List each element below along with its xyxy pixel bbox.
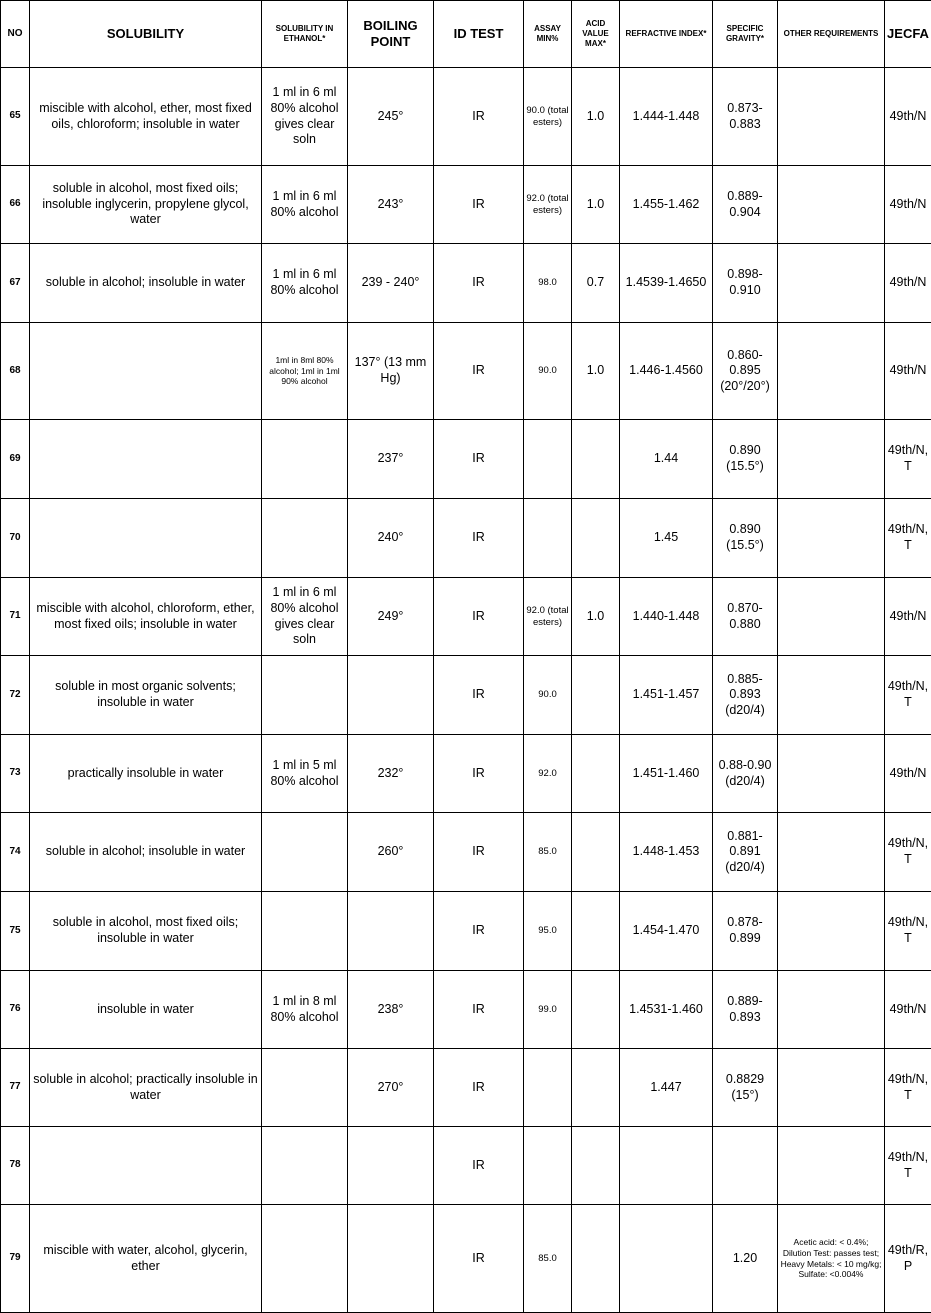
cell-acid-value — [572, 656, 620, 735]
cell-assay: 85.0 — [524, 1205, 572, 1313]
header-other-requirements: OTHER REQUIREMENTS — [778, 1, 885, 68]
cell-no: 71 — [1, 578, 30, 656]
cell-jecfa: 49th/N — [885, 68, 931, 166]
cell-jecfa: 49th/N,T — [885, 656, 931, 735]
table-row — [1, 1127, 931, 1205]
cell-no: 73 — [1, 735, 30, 813]
cell-assay: 85.0 — [524, 813, 572, 892]
table-row — [1, 656, 931, 735]
cell-no: 75 — [1, 892, 30, 971]
cell-assay: 95.0 — [524, 892, 572, 971]
cell-acid-value — [572, 499, 620, 578]
cell-specific-gravity: 0.890 (15.5°) — [713, 420, 778, 499]
table-row — [1, 892, 931, 971]
cell-refractive-index: 1.451-1.460 — [620, 735, 713, 813]
cell-boiling-point: 260° — [348, 813, 434, 892]
table-row — [1, 420, 931, 499]
cell-ethanol: 1 ml in 6 ml 80% alcohol gives clear soln — [262, 68, 348, 166]
cell-solubility — [30, 420, 262, 499]
cell-other — [778, 244, 885, 323]
table-row — [1, 735, 931, 813]
cell-specific-gravity: 0.88-0.90 (d20/4) — [713, 735, 778, 813]
cell-acid-value — [572, 735, 620, 813]
cell-refractive-index: 1.446-1.4560 — [620, 323, 713, 420]
cell-jecfa: 49th/N,T — [885, 892, 931, 971]
header-id-test: ID TEST — [434, 1, 524, 68]
cell-ethanol — [262, 420, 348, 499]
cell-refractive-index: 1.444-1.448 — [620, 68, 713, 166]
cell-id-test: IR — [434, 68, 524, 166]
cell-acid-value: 1.0 — [572, 578, 620, 656]
cell-other — [778, 166, 885, 244]
cell-specific-gravity: 0.8829 (15°) — [713, 1049, 778, 1127]
cell-ethanol: 1 ml in 6 ml 80% alcohol gives clear soln — [262, 578, 348, 656]
cell-no: 67 — [1, 244, 30, 323]
cell-refractive-index: 1.454-1.470 — [620, 892, 713, 971]
cell-specific-gravity: 0.898-0.910 — [713, 244, 778, 323]
cell-other — [778, 892, 885, 971]
cell-no: 72 — [1, 656, 30, 735]
header-row — [1, 1, 931, 68]
cell-other — [778, 68, 885, 166]
cell-jecfa: 49th/N — [885, 244, 931, 323]
cell-solubility: practically insoluble in water — [30, 735, 262, 813]
cell-solubility: soluble in alcohol; insoluble in water — [30, 244, 262, 323]
cell-ethanol — [262, 1049, 348, 1127]
cell-no: 74 — [1, 813, 30, 892]
cell-refractive-index: 1.4531-1.460 — [620, 971, 713, 1049]
cell-no: 69 — [1, 420, 30, 499]
cell-solubility: soluble in most organic solvents; insoluble in water — [30, 656, 262, 735]
cell-no: 68 — [1, 323, 30, 420]
cell-assay: 90.0 (total esters) — [524, 68, 572, 166]
cell-solubility: miscible with alcohol, ether, most fixed oils, chloroform; insoluble in water — [30, 68, 262, 166]
header-jecfa: JECFA — [885, 1, 931, 68]
cell-solubility: insoluble in water — [30, 971, 262, 1049]
cell-id-test: IR — [434, 578, 524, 656]
table-row — [1, 578, 931, 656]
cell-assay: 90.0 — [524, 656, 572, 735]
cell-other — [778, 1049, 885, 1127]
header-acid-value: ACID VALUE MAX* — [572, 1, 620, 68]
cell-refractive-index: 1.45 — [620, 499, 713, 578]
cell-other: Acetic acid: < 0.4%; Dilution Test: passes test; Heavy Metals: < 10 mg/kg; Sulfate: <0.004% — [778, 1205, 885, 1313]
table-row — [1, 971, 931, 1049]
header-boiling-point: BOILING POINT — [348, 1, 434, 68]
cell-refractive-index: 1.448-1.453 — [620, 813, 713, 892]
cell-no: 65 — [1, 68, 30, 166]
cell-assay: 98.0 — [524, 244, 572, 323]
cell-id-test: IR — [434, 1127, 524, 1205]
cell-ethanol — [262, 499, 348, 578]
cell-specific-gravity: 0.885-0.893 (d20/4) — [713, 656, 778, 735]
cell-solubility: soluble in alcohol, most fixed oils; insoluble in water — [30, 892, 262, 971]
cell-refractive-index: 1.4539-1.4650 — [620, 244, 713, 323]
cell-boiling-point — [348, 656, 434, 735]
cell-refractive-index: 1.447 — [620, 1049, 713, 1127]
cell-other — [778, 1127, 885, 1205]
cell-boiling-point: 249° — [348, 578, 434, 656]
cell-refractive-index: 1.455-1.462 — [620, 166, 713, 244]
header-assay: ASSAY MIN% — [524, 1, 572, 68]
cell-assay: 92.0 (total esters) — [524, 578, 572, 656]
cell-id-test: IR — [434, 735, 524, 813]
cell-specific-gravity: 0.881-0.891 (d20/4) — [713, 813, 778, 892]
cell-other — [778, 656, 885, 735]
cell-assay — [524, 499, 572, 578]
cell-ethanol: 1 ml in 5 ml 80% alcohol — [262, 735, 348, 813]
cell-jecfa: 49th/N,T — [885, 499, 931, 578]
cell-acid-value — [572, 420, 620, 499]
cell-boiling-point: 243° — [348, 166, 434, 244]
cell-jecfa: 49th/N — [885, 578, 931, 656]
table-row — [1, 813, 931, 892]
cell-acid-value — [572, 1205, 620, 1313]
cell-jecfa: 49th/N — [885, 971, 931, 1049]
cell-ethanol — [262, 892, 348, 971]
cell-assay: 92.0 — [524, 735, 572, 813]
header-solubility: SOLUBILITY — [30, 1, 262, 68]
cell-ethanol: 1 ml in 6 ml 80% alcohol — [262, 166, 348, 244]
cell-boiling-point: 239 - 240° — [348, 244, 434, 323]
cell-no: 79 — [1, 1205, 30, 1313]
cell-specific-gravity: 0.878-0.899 — [713, 892, 778, 971]
cell-ethanol: 1ml in 8ml 80% alcohol; 1ml in 1ml 90% alcohol — [262, 323, 348, 420]
cell-boiling-point: 245° — [348, 68, 434, 166]
table-row — [1, 499, 931, 578]
cell-specific-gravity: 0.890 (15.5°) — [713, 499, 778, 578]
cell-id-test: IR — [434, 420, 524, 499]
cell-id-test: IR — [434, 166, 524, 244]
cell-boiling-point: 238° — [348, 971, 434, 1049]
cell-boiling-point: 270° — [348, 1049, 434, 1127]
cell-assay — [524, 1049, 572, 1127]
cell-no: 78 — [1, 1127, 30, 1205]
cell-acid-value — [572, 1127, 620, 1205]
cell-acid-value: 1.0 — [572, 68, 620, 166]
cell-acid-value: 0.7 — [572, 244, 620, 323]
header-refractive-index: REFRACTIVE INDEX* — [620, 1, 713, 68]
cell-acid-value: 1.0 — [572, 166, 620, 244]
cell-specific-gravity: 0.889-0.893 — [713, 971, 778, 1049]
cell-specific-gravity: 1.20 — [713, 1205, 778, 1313]
cell-solubility: soluble in alcohol; insoluble in water — [30, 813, 262, 892]
cell-jecfa: 49th/N,T — [885, 1127, 931, 1205]
table-row — [1, 244, 931, 323]
cell-no: 66 — [1, 166, 30, 244]
cell-id-test: IR — [434, 971, 524, 1049]
cell-solubility: soluble in alcohol; practically insoluble in water — [30, 1049, 262, 1127]
cell-solubility — [30, 499, 262, 578]
cell-no: 76 — [1, 971, 30, 1049]
table-row — [1, 1205, 931, 1313]
cell-refractive-index — [620, 1127, 713, 1205]
cell-assay: 90.0 — [524, 323, 572, 420]
header-solubility-ethanol: SOLUBILITY IN ETHANOL* — [262, 1, 348, 68]
cell-solubility — [30, 1127, 262, 1205]
cell-specific-gravity: 0.860-0.895 (20°/20°) — [713, 323, 778, 420]
cell-specific-gravity: 0.889-0.904 — [713, 166, 778, 244]
cell-other — [778, 735, 885, 813]
cell-ethanol: 1 ml in 8 ml 80% alcohol — [262, 971, 348, 1049]
cell-id-test: IR — [434, 656, 524, 735]
cell-acid-value: 1.0 — [572, 323, 620, 420]
cell-boiling-point: 240° — [348, 499, 434, 578]
cell-ethanol: 1 ml in 6 ml 80% alcohol — [262, 244, 348, 323]
cell-id-test: IR — [434, 1205, 524, 1313]
cell-solubility — [30, 323, 262, 420]
cell-assay — [524, 420, 572, 499]
cell-jecfa: 49th/N,T — [885, 813, 931, 892]
cell-boiling-point — [348, 892, 434, 971]
table-row — [1, 323, 931, 420]
cell-solubility: miscible with water, alcohol, glycerin, ether — [30, 1205, 262, 1313]
cell-id-test: IR — [434, 813, 524, 892]
cell-jecfa: 49th/R,P — [885, 1205, 931, 1313]
table-row — [1, 68, 931, 166]
cell-boiling-point: 137° (13 mm Hg) — [348, 323, 434, 420]
cell-ethanol — [262, 1205, 348, 1313]
cell-jecfa: 49th/N — [885, 735, 931, 813]
cell-ethanol — [262, 1127, 348, 1205]
cell-assay — [524, 1127, 572, 1205]
cell-ethanol — [262, 656, 348, 735]
cell-specific-gravity: 0.870-0.880 — [713, 578, 778, 656]
cell-refractive-index: 1.451-1.457 — [620, 656, 713, 735]
cell-boiling-point — [348, 1205, 434, 1313]
cell-boiling-point — [348, 1127, 434, 1205]
cell-id-test: IR — [434, 892, 524, 971]
cell-solubility: miscible with alcohol, chloroform, ether, most fixed oils; insoluble in water — [30, 578, 262, 656]
cell-other — [778, 420, 885, 499]
cell-boiling-point: 232° — [348, 735, 434, 813]
cell-refractive-index — [620, 1205, 713, 1313]
cell-other — [778, 323, 885, 420]
cell-jecfa: 49th/N,T — [885, 420, 931, 499]
cell-no: 77 — [1, 1049, 30, 1127]
cell-solubility: soluble in alcohol, most fixed oils; insoluble inglycerin, propylene glycol, water — [30, 166, 262, 244]
cell-jecfa: 49th/N — [885, 166, 931, 244]
cell-id-test: IR — [434, 323, 524, 420]
cell-specific-gravity: 0.873-0.883 — [713, 68, 778, 166]
cell-acid-value — [572, 813, 620, 892]
cell-acid-value — [572, 892, 620, 971]
cell-acid-value — [572, 1049, 620, 1127]
cell-ethanol — [262, 813, 348, 892]
cell-acid-value — [572, 971, 620, 1049]
cell-refractive-index: 1.440-1.448 — [620, 578, 713, 656]
cell-no: 70 — [1, 499, 30, 578]
cell-assay: 99.0 — [524, 971, 572, 1049]
cell-assay: 92.0 (total esters) — [524, 166, 572, 244]
cell-id-test: IR — [434, 499, 524, 578]
cell-other — [778, 499, 885, 578]
header-no: NO — [1, 1, 30, 68]
header-specific-gravity: SPECIFIC GRAVITY* — [713, 1, 778, 68]
cell-other — [778, 813, 885, 892]
cell-other — [778, 578, 885, 656]
cell-id-test: IR — [434, 244, 524, 323]
cell-boiling-point: 237° — [348, 420, 434, 499]
cell-jecfa: 49th/N,T — [885, 1049, 931, 1127]
cell-other — [778, 971, 885, 1049]
table-row — [1, 1049, 931, 1127]
cell-jecfa: 49th/N — [885, 323, 931, 420]
cell-refractive-index: 1.44 — [620, 420, 713, 499]
cell-id-test: IR — [434, 1049, 524, 1127]
cell-specific-gravity — [713, 1127, 778, 1205]
table-row — [1, 166, 931, 244]
